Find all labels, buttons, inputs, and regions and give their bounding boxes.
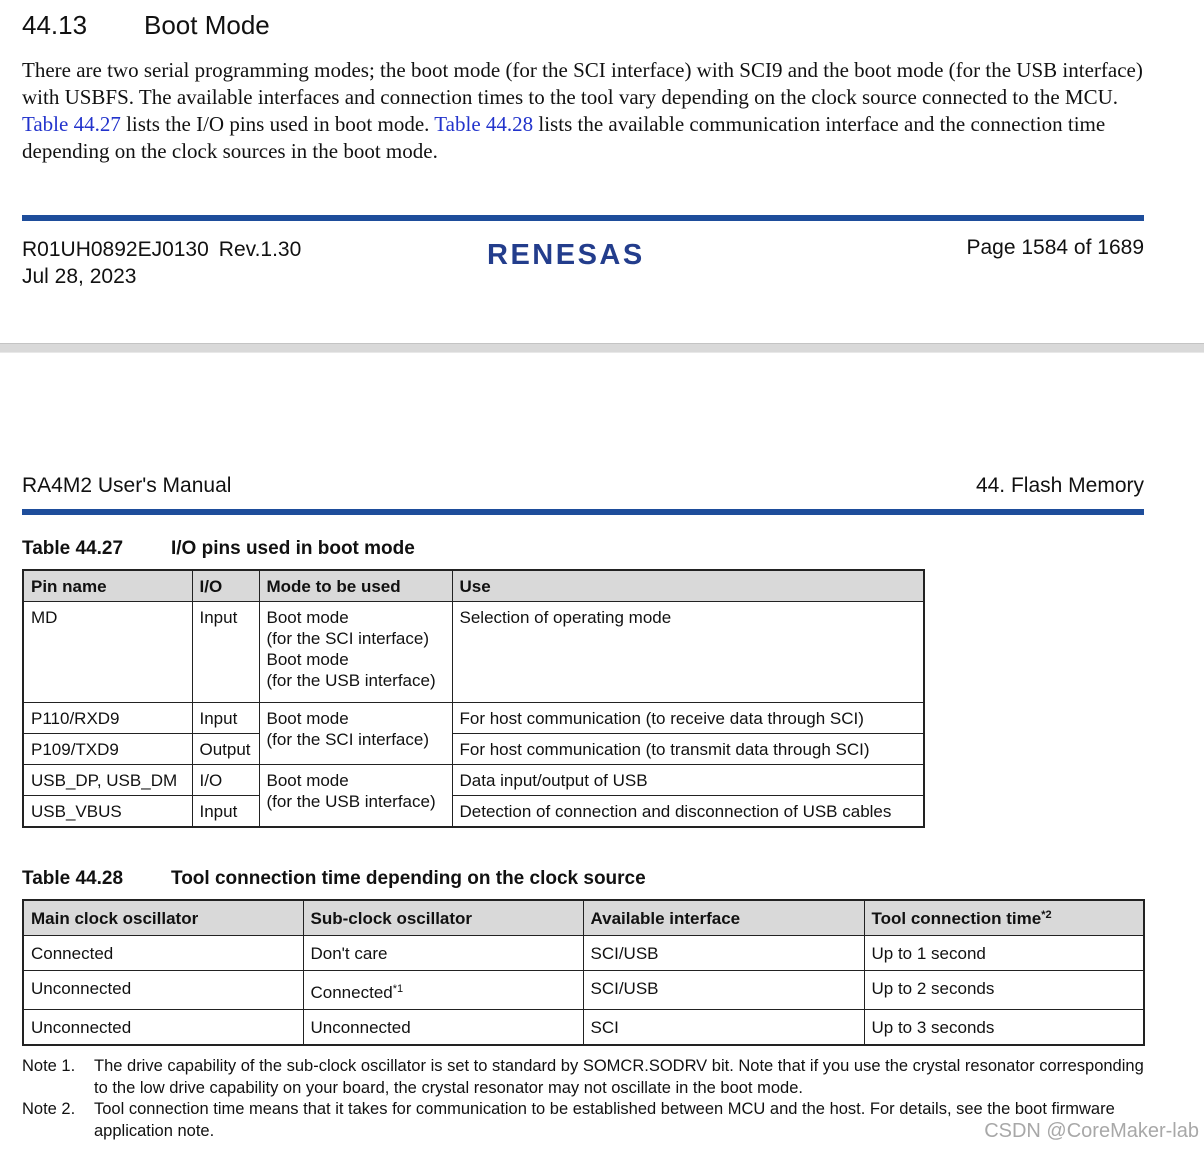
cell-io: I/O [192,765,259,796]
intro-paragraph [22,57,1152,165]
table-notes [22,1056,1152,1142]
note-1 [22,1056,1152,1099]
chapter-title: 44. Flash Memory [975,474,1144,497]
cell-mode [259,602,452,703]
cell-interface: SCI [583,1010,864,1046]
cell-time: Up to 3 seconds [864,1010,1144,1046]
col-interface: Available interface [583,900,864,936]
table-row [23,796,924,828]
table2-caption [22,868,646,890]
doc-date: Jul 28, 2023 [22,265,137,288]
section-heading [22,10,270,41]
cell-pin: USB_DP, USB_DM [23,765,192,796]
col-connection-time-label: Tool connection time [871,909,1042,928]
watermark: CSDN @CoreMaker-lab [984,1120,1199,1142]
footer-rule [22,215,1144,221]
cell-io: Output [192,734,259,765]
table-row [23,1010,1144,1046]
intro-text-2: lists the I/O pins used in boot mode. [120,112,435,136]
cell-sub [303,1010,583,1046]
cell-pin: MD [23,602,192,703]
link-table-44-28[interactable]: Table 44.28 [434,112,534,136]
section-number: 44.13 [22,10,88,40]
link-table-44-27[interactable]: Table 44.27 [22,112,121,136]
cell-sub-text: Connected [310,983,393,1002]
col-connection-time [864,900,1144,936]
note-ref-2: *2 [1041,909,1052,921]
table-row [23,602,924,703]
intro-text-3: lists the available communication interface and the connection time depending on the clock sources in the boot mode. [22,112,1106,163]
cell-mode [259,765,452,828]
col-io: I/O [192,570,259,602]
col-use: Use [452,570,924,602]
mode-line: Boot mode [266,650,349,669]
cell-sub [303,936,583,971]
table-row [23,734,924,765]
renesas-logo-text: RENESAS [487,239,645,271]
doc-id: R01UH0892EJ0130 [22,238,209,261]
section-title: Boot Mode [144,10,270,40]
cell-time: Up to 1 second [864,936,1144,971]
cell-main: Unconnected [23,971,303,1010]
cell-pin: USB_VBUS [23,796,192,828]
cell-use: Data input/output of USB [452,765,924,796]
cell-sub-text: Unconnected [310,1018,411,1037]
cell-interface: SCI/USB [583,971,864,1010]
doc-revision: Rev.1.30 [218,238,302,261]
note-text: Tool connection time means that it takes for communication to be established between MCU and the host. For details, see the boot firmware application note. [94,1100,1115,1140]
cell-pin: P109/TXD9 [23,734,192,765]
table1-number: Table 44.27 [22,538,124,559]
table-header-row [23,900,1144,936]
mode-line: Boot mode [266,709,349,728]
cell-io: Input [192,602,259,703]
col-pin-name: Pin name [23,570,192,602]
note-label: Note 2. [22,1100,76,1118]
note-text: The drive capability of the sub-clock oscillator is set to standard by SOMCR.SODRV bit. Note that if you use the crystal resonator corresponding to the low drive capability on your board, the crystal resonator may not oscillate in the boot mode. [94,1057,1144,1097]
cell-use: Selection of operating mode [452,602,924,703]
cell-use: Detection of connection and disconnection of USB cables [452,796,924,828]
cell-interface: SCI/USB [583,936,864,971]
mode-line: Boot mode [266,771,349,790]
table-row [23,703,924,734]
table1-caption [22,538,415,560]
cell-io: Input [192,703,259,734]
note-ref-1: *1 [392,983,404,995]
header-rule [22,509,1144,515]
cell-use: For host communication (to transmit data through SCI) [452,734,924,765]
cell-main: Connected [23,936,303,971]
table-header-row [23,570,924,602]
table1-title: I/O pins used in boot mode [171,538,415,559]
mode-line: (for the SCI interface) [266,730,430,749]
clock-source-table [22,899,1145,1046]
table-row [23,971,1144,1010]
cell-sub-text: Don't care [310,944,388,963]
mode-line: (for the SCI interface) [266,629,430,648]
io-pins-table [22,569,925,828]
table2-title: Tool connection time depending on the clock source [171,868,646,889]
cell-sub [303,971,583,1010]
manual-title: RA4M2 User's Manual [22,474,232,497]
intro-text-1: There are two serial programming modes; the boot mode (for the SCI interface) with SCI9 and the boot mode (for the USB interface) with USBFS. The available interfaces and connection times to the tool vary depending on the clock source connected to the MCU. [22,58,1143,109]
footer-doc-info [22,236,301,290]
renesas-logo [487,233,687,273]
col-mode: Mode to be used [259,570,452,602]
table2-number: Table 44.28 [22,868,124,889]
page-number: Page 1584 of 1689 [966,236,1144,259]
cell-main: Unconnected [23,1010,303,1046]
col-sub-clock: Sub-clock oscillator [303,900,583,936]
cell-io: Input [192,796,259,828]
cell-time: Up to 2 seconds [864,971,1144,1010]
note-2 [22,1099,1152,1142]
col-main-clock: Main clock oscillator [23,900,303,936]
cell-mode [259,703,452,765]
page-separator [0,343,1204,353]
note-label: Note 1. [22,1057,76,1075]
table-row [23,765,924,796]
table-row [23,936,1144,971]
mode-line: Boot mode [266,608,349,627]
mode-line: (for the USB interface) [266,671,436,690]
cell-pin: P110/RXD9 [23,703,192,734]
cell-use: For host communication (to receive data through SCI) [452,703,924,734]
mode-line: (for the USB interface) [266,792,436,811]
